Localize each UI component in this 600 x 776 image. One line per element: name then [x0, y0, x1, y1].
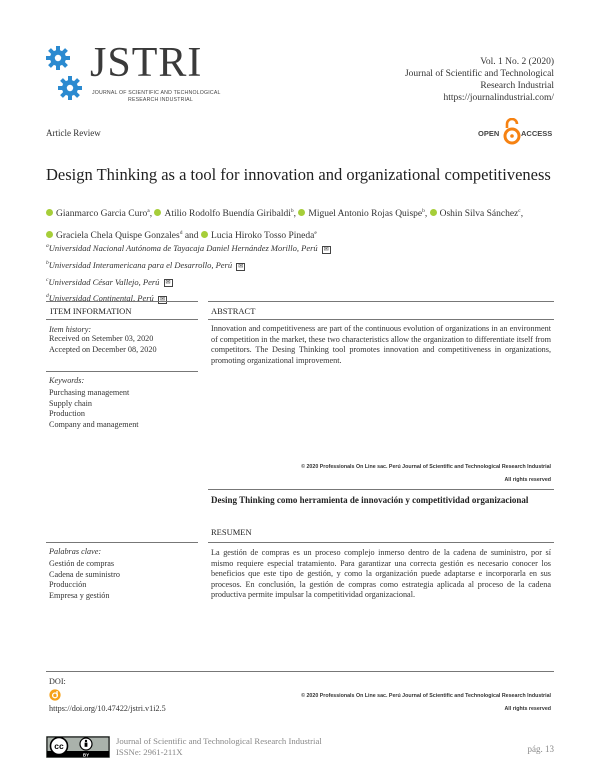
spanish-title: Desing Thinking como herramienta de innovación y competitividad organizacional	[211, 495, 529, 505]
affiliations	[46, 240, 331, 307]
open-access-open: OPEN	[478, 129, 500, 138]
palabras-clave-label: Palabras clave:	[49, 547, 102, 556]
paper-title: Design Thinking as a tool for innovation and organizational competitiveness	[46, 165, 551, 184]
orcid-icon	[201, 231, 208, 238]
orcid-icon	[46, 209, 53, 216]
open-access-access: ACCESS	[521, 129, 553, 138]
keyword: Purchasing management	[49, 388, 130, 397]
keyword: Supply chain	[49, 398, 92, 408]
open-access-lock-icon	[505, 119, 519, 143]
affiliation: $^b$Universidad Interamericana para el Desarrollo, Perú ✉	[46, 259, 244, 270]
article-type: Article Review	[46, 128, 101, 138]
divider	[208, 301, 554, 302]
cc-by-license-icon[interactable]	[46, 736, 110, 758]
divider	[46, 371, 198, 372]
received-date: Received on Setember 03, 2020	[49, 334, 154, 343]
item-history	[49, 325, 157, 355]
author[interactable]: Miguel Antonio Rojas Quispe$^b$	[298, 209, 425, 219]
author[interactable]: Oshin Silva Sánchez$^c$	[430, 209, 521, 219]
ror-icon: ✉	[159, 297, 165, 304]
affiliation: $^d$Universidad Continental, Perú ✉	[46, 293, 165, 304]
open-access-logo	[478, 118, 558, 148]
divider	[46, 542, 198, 543]
journal-name: Journal of Scientific and Technological	[404, 69, 554, 79]
doi-link[interactable]: https://doi.org/10.47422/jstri.v1i2.5	[49, 704, 166, 713]
footer-journal-name: Journal of Scientific and Technological Research Industrial	[116, 736, 322, 746]
author[interactable]: Atilio Rodolfo Buendía Giribaldi$^b$	[154, 209, 293, 219]
palabras-clave-section	[49, 547, 120, 601]
svg-text:BY: BY	[82, 752, 90, 758]
orcid-icon	[154, 209, 161, 216]
journal-info	[405, 56, 554, 104]
doi-label: DOI:	[49, 677, 66, 686]
ror-icon: ✉	[238, 263, 244, 270]
orcid-icon	[298, 209, 305, 216]
svg-text:cc: cc	[54, 741, 64, 752]
journal-name: Research Industrial	[480, 81, 554, 91]
divider	[208, 489, 554, 490]
footer-issn: ISSNe: 2961-211X	[116, 747, 183, 757]
author[interactable]: Lucia Hiroko Tosso Pineda$^e$	[201, 231, 317, 241]
footer-journal-info	[116, 736, 322, 758]
ror-icon: ✉	[323, 246, 329, 253]
author[interactable]: Graciela Chela Quispe Gonzales$^d$	[46, 231, 182, 241]
keyword: Gestión de compras	[49, 559, 115, 568]
divider	[46, 301, 198, 302]
logo-subtitle: RESEARCH INDUSTRIAL	[128, 97, 193, 103]
resumen-heading: RESUMEN	[211, 527, 252, 537]
accepted-date: Accepted on December 08, 2020	[49, 344, 157, 354]
keyword: Company and management	[49, 419, 139, 429]
doi-icon	[49, 689, 61, 701]
divider	[46, 671, 554, 672]
history-label: Item history:	[49, 325, 92, 334]
divider	[208, 542, 554, 543]
orcid-icon	[430, 209, 437, 216]
journal-logo-text: JSTRI	[90, 40, 203, 86]
divider	[208, 319, 554, 320]
ror-icon: ✉	[165, 280, 171, 287]
copyright-notice: © 2020 Professionals On Line sac. Perú Journal of Scientific and Technological Research Industrial All rights reserved	[301, 693, 551, 712]
affiliation: $^a$Universidad Nacional Autónoma de Tayacaja Daniel Hernández Morillo, Perú ✉	[46, 242, 329, 253]
page-number: pág. 13	[527, 744, 554, 754]
gear-logo-icon	[46, 44, 84, 106]
copyright-notice: © 2020 Professionals On Line sac. Perú Journal of Scientific and Technological Research Industrial All rights reserved	[301, 464, 551, 483]
journal-url-link[interactable]: https://journalindustrial.com/	[443, 93, 554, 103]
author-list: Gianmarco Garcia Curo$^a$, Atilio Rodolfo Buendía Giribaldi$^b$, Miguel Antonio Rojas Quispe$^b$, Oshin Silva Sánchez$^c$, Graciela Chela Quispe Gonzales$^d$ and Lucia Hiroko Tosso Pineda$^e$	[46, 202, 556, 246]
resumen-text: La gestión de compras es un proceso complejo inmerso dentro de la cadena de suministro, por sí mismo requiere especial tratamiento. Para garantizar una correcta gestión es necesario conocer los beneficios que este tipo de gestión, y como la organización puede adaptarse e incorporarla en sus procesos. En conclusión, la gestión de compras como estrategia aplicada al proceso de la cadena productiva permite impulsar la competitividad organizacional.	[211, 548, 551, 599]
abstract-heading: ABSTRACT	[211, 306, 256, 316]
divider	[46, 319, 198, 320]
affiliation: $^c$Universidad César Vallejo, Perú ✉	[46, 276, 171, 287]
logo-subtitle: JOURNAL OF SCIENTIFIC AND TECHNOLOGICAL	[92, 90, 221, 96]
keyword: Empresa y gestión	[49, 590, 110, 600]
keyword: Production	[49, 409, 85, 418]
keyword: Producción	[49, 580, 87, 589]
orcid-icon	[46, 231, 53, 238]
author[interactable]: Gianmarco Garcia Curo$^a$	[46, 209, 150, 219]
abstract-text: Innovation and competitiveness are part of the continuous evolution of organizations in an environment of competition in the market, these two characteristics allow the organization to differentiate itself from competitors. The Desing Thinking tool promotes innovation and competitiveness in organizations, promoting organizational improvement.	[211, 324, 551, 365]
keyword: Cadena de suministro	[49, 569, 120, 579]
volume-info: Vol. 1 No. 2 (2020)	[480, 57, 554, 67]
item-information-heading: ITEM INFORMATION	[50, 306, 132, 316]
keywords-section	[49, 376, 139, 430]
keywords-label: Keywords:	[49, 376, 85, 385]
